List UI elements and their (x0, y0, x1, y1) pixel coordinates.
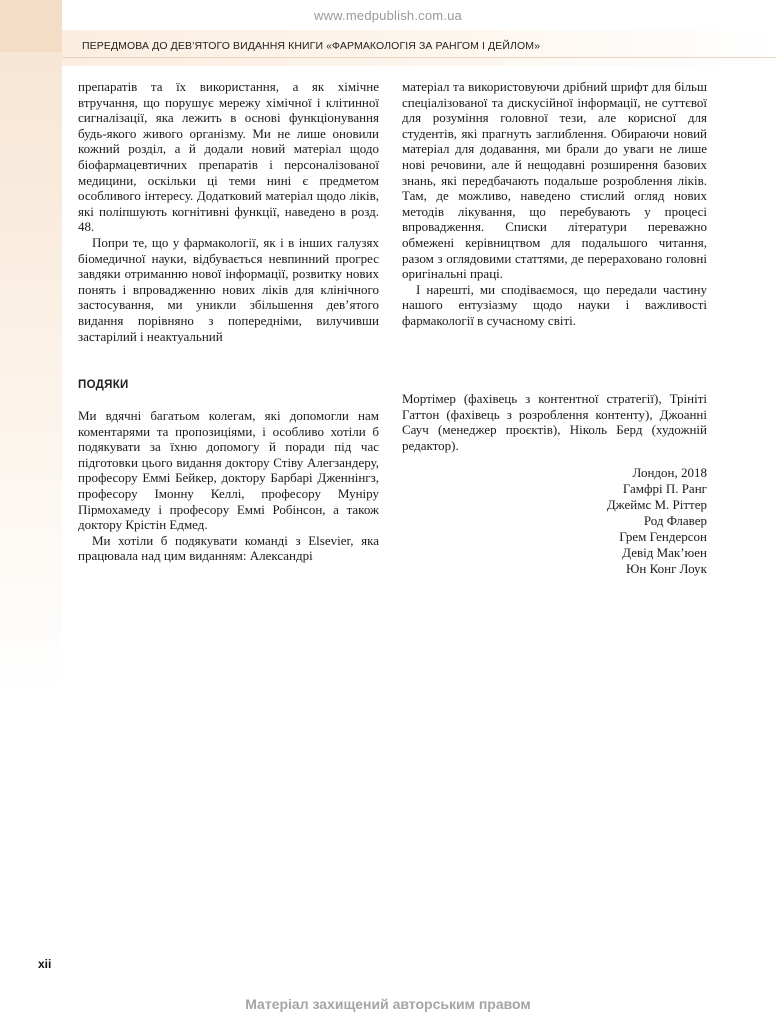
author-name: Гамфрі П. Ранг (622, 481, 707, 496)
top-left-column (78, 79, 379, 344)
signature-block (402, 465, 707, 577)
bottom-right-column (402, 391, 707, 453)
bottom-left-column (78, 408, 379, 564)
site-url[interactable]: www.medpublish.com.ua (314, 8, 462, 23)
paragraph: Ми вдячні багатьом колегам, які допомогли нам коментарями та пропозиціями, і особливо хотіли б подякувати за їхню допомогу й поради під час підготовки цього видання доктору Стіву Алегзандеру, професору Еммі Бейкер, доктору Барбарі Дженнінгз, професору Імонну Келлі, професору Муніру Пірмохамеду і професору Еммі Робінсон, а також доктору Крістін Едмед. (78, 408, 379, 533)
copyright-watermark: Матеріал захищений авторським правом (245, 996, 531, 1012)
author-name: Юн Конг Лоук (626, 561, 707, 576)
page-number: xii (38, 957, 52, 971)
author-name: Джеймс М. Ріттер (606, 497, 707, 512)
author-name: Род Флавер (643, 513, 707, 528)
paragraph: матеріал та використовуючи дрібний шрифт для більш спеціалізованої та дискусійної інформації, не суттєвої для розуміння головної тези, але корисної для студентів, які прагнуть заглиблення. Обираючи новий матеріал для додавання, ми брали до уваги не лише нові речовини, але й нещодавні розширення базових знань, які передбачають подальше розроблення ліків. Там, де можливо, наведено стислий огляд нових методів лікування, що перебувають у процесі впровадження. Списки літератури переважно обмежені керівництвом для подальшого читання, разом з оглядовими статтями, де перераховано головні оригінальні праці. (402, 79, 707, 282)
header-rule (62, 57, 776, 58)
section-heading-acknowledgements: ПОДЯКИ (78, 379, 129, 391)
author-name: Девід Мак’юен (622, 545, 707, 560)
paragraph: Попри те, що у фармакології, як і в інших галузях біомедичної науки, відбувається невпинний прогрес завдяки отриманню нової інформації, розвитку нових понять і впровадженню нових ліків для клінічного застосування, ми уникли збільшення дев’ятого видання порівняно з попередніми, вилучивши застарілий і неактуальний (78, 234, 379, 344)
left-accent-gradient (0, 52, 62, 692)
running-head: ПЕРЕДМОВА ДО ДЕВ’ЯТОГО ВИДАННЯ КНИГИ «ФАРМАКОЛОГІЯ ЗА РАНГОМ І ДЕЙЛОМ» (82, 40, 541, 52)
place-date: Лондон, 2018 (632, 465, 707, 480)
paragraph: І нарешті, ми сподіваємося, що передали частину нашого ентузіазму щодо науки і важливості фармакології в сучасному світі. (402, 281, 707, 328)
paragraph: Мортімер (фахівець з контентної стратегії), Трініті Гаттон (фахівець з розроблення контенту), Джоанні Сауч (менеджер проєктів), Ніколь Берд (художній редактор). (402, 391, 707, 453)
paragraph: препаратів та їх використання, а як хімічне втручання, що порушує мережу хімічної і клітинної сигналізації, яка лежить в основі функціонування будь-якого живого організму. Ми не лише оновили кожний розділ, а й додали новий матеріал щодо біофармацевтичних препаратів і персоналізованої медицини, оскільки ці теми нині є предметом особливого інтересу. Додатковий матеріал щодо ліків, які поліпшують когнітивні функції, наведено в розд. 48. (78, 79, 379, 235)
author-name: Грем Гендерсон (619, 529, 707, 544)
paragraph: Ми хотіли б подякувати команді з Elsevier, яка працювала над цим виданням: Александрі (78, 532, 379, 564)
top-right-column (402, 79, 707, 329)
